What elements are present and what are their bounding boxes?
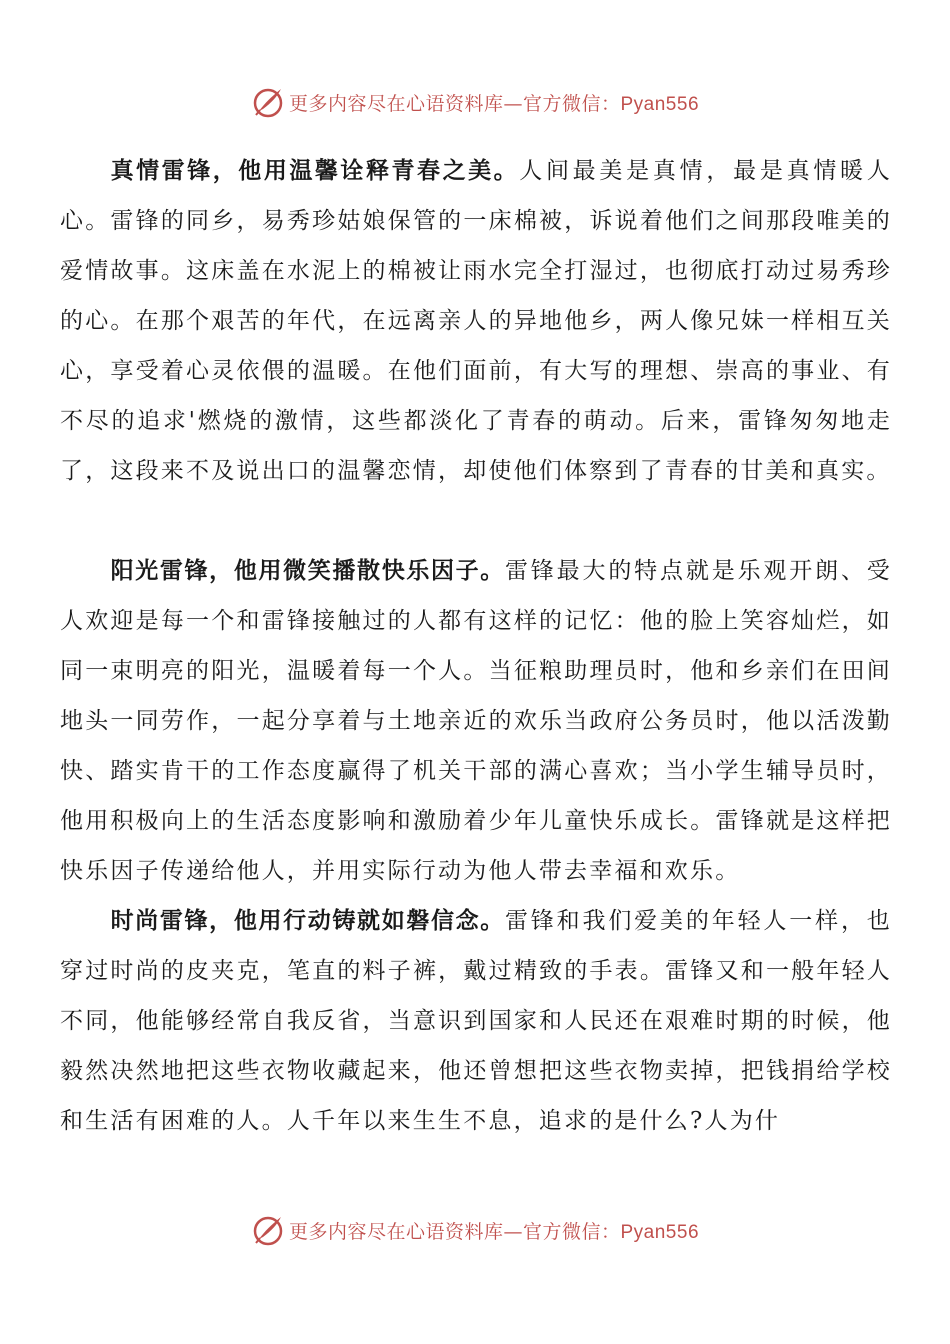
- header-watermark-banner: [0, 82, 950, 122]
- paragraph-1: [60, 146, 892, 496]
- paragraph-text: 雷锋和我们爱美的年轻人一样，也穿过时尚的皮夹克，笔直的料子裤，戴过精致的手表。雷锋又和一般年轻人不同，他能够经常自我反省，当意识到国家和人民还在艰难时期的时候，他毅然决然地把这些衣物收藏起来，他还曾想把这些衣物卖掉，把钱捐给学校和生活有困难的人。人千年以来生生不息，追求的是什么?人为什: [60, 908, 893, 1134]
- paragraph-heading: 时尚雷锋，他用行动铸就如磐信念。: [110, 907, 505, 934]
- banner-text: 更多内容尽在心语资料库—官方微信：Pyan556: [288, 1220, 700, 1243]
- footer-watermark-banner: [0, 1210, 950, 1250]
- feather-pen-logo-icon: [251, 1213, 285, 1247]
- wechat-id: Pyan556: [620, 1221, 700, 1243]
- paragraph-heading: 真情雷锋，他用温馨诠释青春之美。: [110, 157, 520, 184]
- paragraph-heading: 阳光雷锋，他用微笑播散快乐因子。: [110, 557, 505, 584]
- wechat-id: Pyan556: [620, 93, 700, 115]
- paragraph-3: [60, 896, 892, 1146]
- paragraph-2: [60, 546, 892, 896]
- paragraph-text: 人间最美是真情，最是真情暖人心。雷锋的同乡，易秀珍姑娘保管的一床棉被，诉说着他们之间那段唯美的爱情故事。这床盖在水泥上的棉被让雨水完全打湿过，也彻底打动过易秀珍的心。在那个艰苦的年代，在远离亲人的异地他乡，两人像兄妹一样相互关心，享受着心灵依偎的温暖。在他们面前，有大写的理想、崇高的事业、有不尽的追求'燃烧的激情，这些都淡化了青春的萌动。后来，雷锋匆匆地走了，这段来不及说出口的温馨恋情，却使他们体察到了青春的甘美和真实。: [60, 158, 892, 484]
- paragraph-text: 雷锋最大的特点就是乐观开朗、受人欢迎是每一个和雷锋接触过的人都有这样的记忆：他的脸上笑容灿烂，如同一束明亮的阳光，温暖着每一个人。当征粮助理员时，他和乡亲们在田间地头一同劳作，一起分享着与土地亲近的欢乐当政府公务员时，他以活泼勤快、踏实肯干的工作态度赢得了机关干部的满心喜欢；当小学生辅导员时，他用积极向上的生活态度影响和激励着少年儿童快乐成长。雷锋就是这样把快乐因子传递给他人，并用实际行动为他人带去幸福和欢乐。: [60, 558, 893, 884]
- paragraph-spacer: [60, 496, 892, 546]
- banner-text: 更多内容尽在心语资料库—官方微信：Pyan556: [288, 92, 700, 115]
- feather-pen-logo-icon: [251, 85, 285, 119]
- document-body: [60, 146, 892, 1146]
